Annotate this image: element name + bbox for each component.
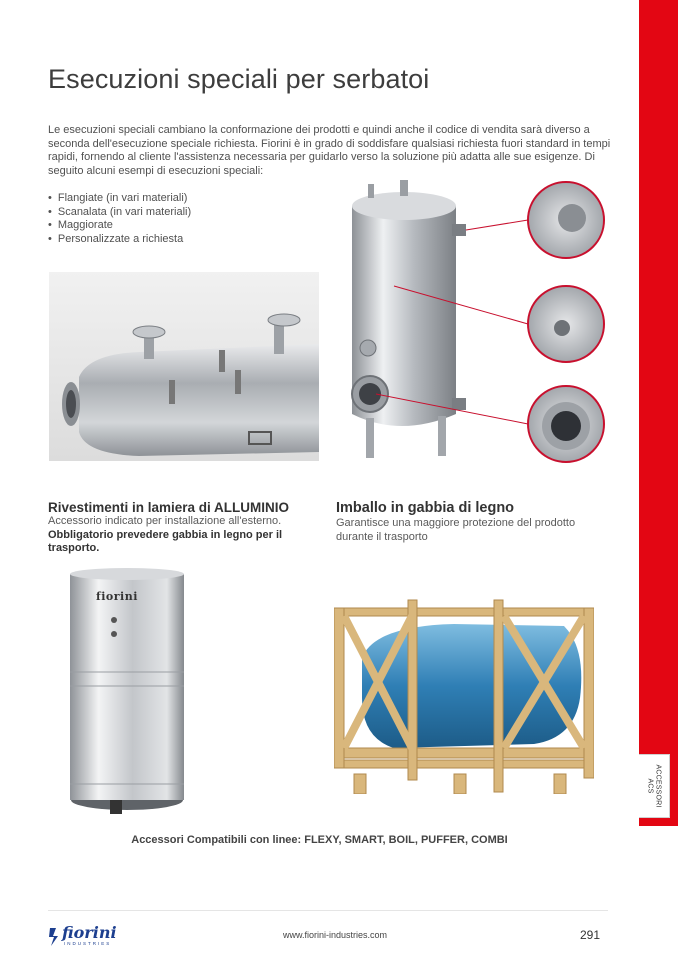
list-item: • Flangiate (in vari materiali) bbox=[48, 192, 191, 206]
vertical-flanged-tank-image bbox=[340, 176, 608, 466]
page-title: Esecuzioni speciali per serbatoi bbox=[48, 64, 430, 94]
aluminium-note-line1: Obbligatorio prevedere gabbia in legno per il bbox=[48, 529, 283, 541]
footer-divider bbox=[48, 910, 608, 911]
section-tab[interactable] bbox=[639, 754, 670, 818]
crate-description-line1: Garantisce una maggiore protezione del prodotto bbox=[336, 517, 576, 529]
section-tab-label: ACCESSORI ACS bbox=[647, 764, 662, 808]
intro-paragraph: Le esecuzioni speciali cambiano la conformazione dei prodotti e quindi anche il codice di vendita sarà diverso a seconda dell'esecuzione speciale richiesta. Fiorini è in grado di soddisfare qualsiasi richiesta fuori standard in tempi rapidi, fornendo al cliente l'assistenza necessaria per guidarlo verso la soluzione più adatta alle sue esigenze. Di seguito alcuni esempi di esecuzioni speciali: bbox=[48, 124, 611, 177]
logo-wordmark: fiorini bbox=[62, 923, 117, 942]
aluminium-heading: Rivestimenti in lamiera di ALLUMINIO bbox=[48, 500, 290, 515]
fiorini-logo[interactable] bbox=[48, 922, 138, 948]
crate-description-line2: durante il trasporto bbox=[336, 531, 428, 543]
website-link[interactable]: www.fiorini-industries.com bbox=[283, 930, 388, 940]
special-executions-list bbox=[48, 192, 191, 246]
wooden-crate-image bbox=[334, 598, 594, 794]
list-item: • Scanalata (in vari materiali) bbox=[48, 206, 191, 220]
logo-mark-icon bbox=[49, 928, 58, 946]
list-item: • Maggiorate bbox=[48, 219, 191, 233]
list-item: • Personalizzate a richiesta bbox=[48, 233, 191, 247]
aluminium-note-line2: trasporto. bbox=[48, 542, 100, 554]
page-number: 291 bbox=[580, 928, 601, 942]
aluminium-cladded-tank-image bbox=[66, 568, 188, 814]
logo-subtitle: INDUSTRIES bbox=[64, 941, 112, 946]
tank-brand-label: fiorini bbox=[96, 590, 138, 603]
aluminium-description: Accessorio indicato per installazione all'esterno. bbox=[48, 515, 282, 527]
crate-heading: Imballo in gabbia di legno bbox=[336, 500, 515, 516]
red-side-bar bbox=[639, 0, 678, 826]
compatible-lines-note: Accessori Compatibili con linee: FLEXY, SMART, BOIL, PUFFER, COMBI bbox=[131, 834, 508, 846]
horizontal-flanged-tank-image bbox=[49, 272, 319, 461]
